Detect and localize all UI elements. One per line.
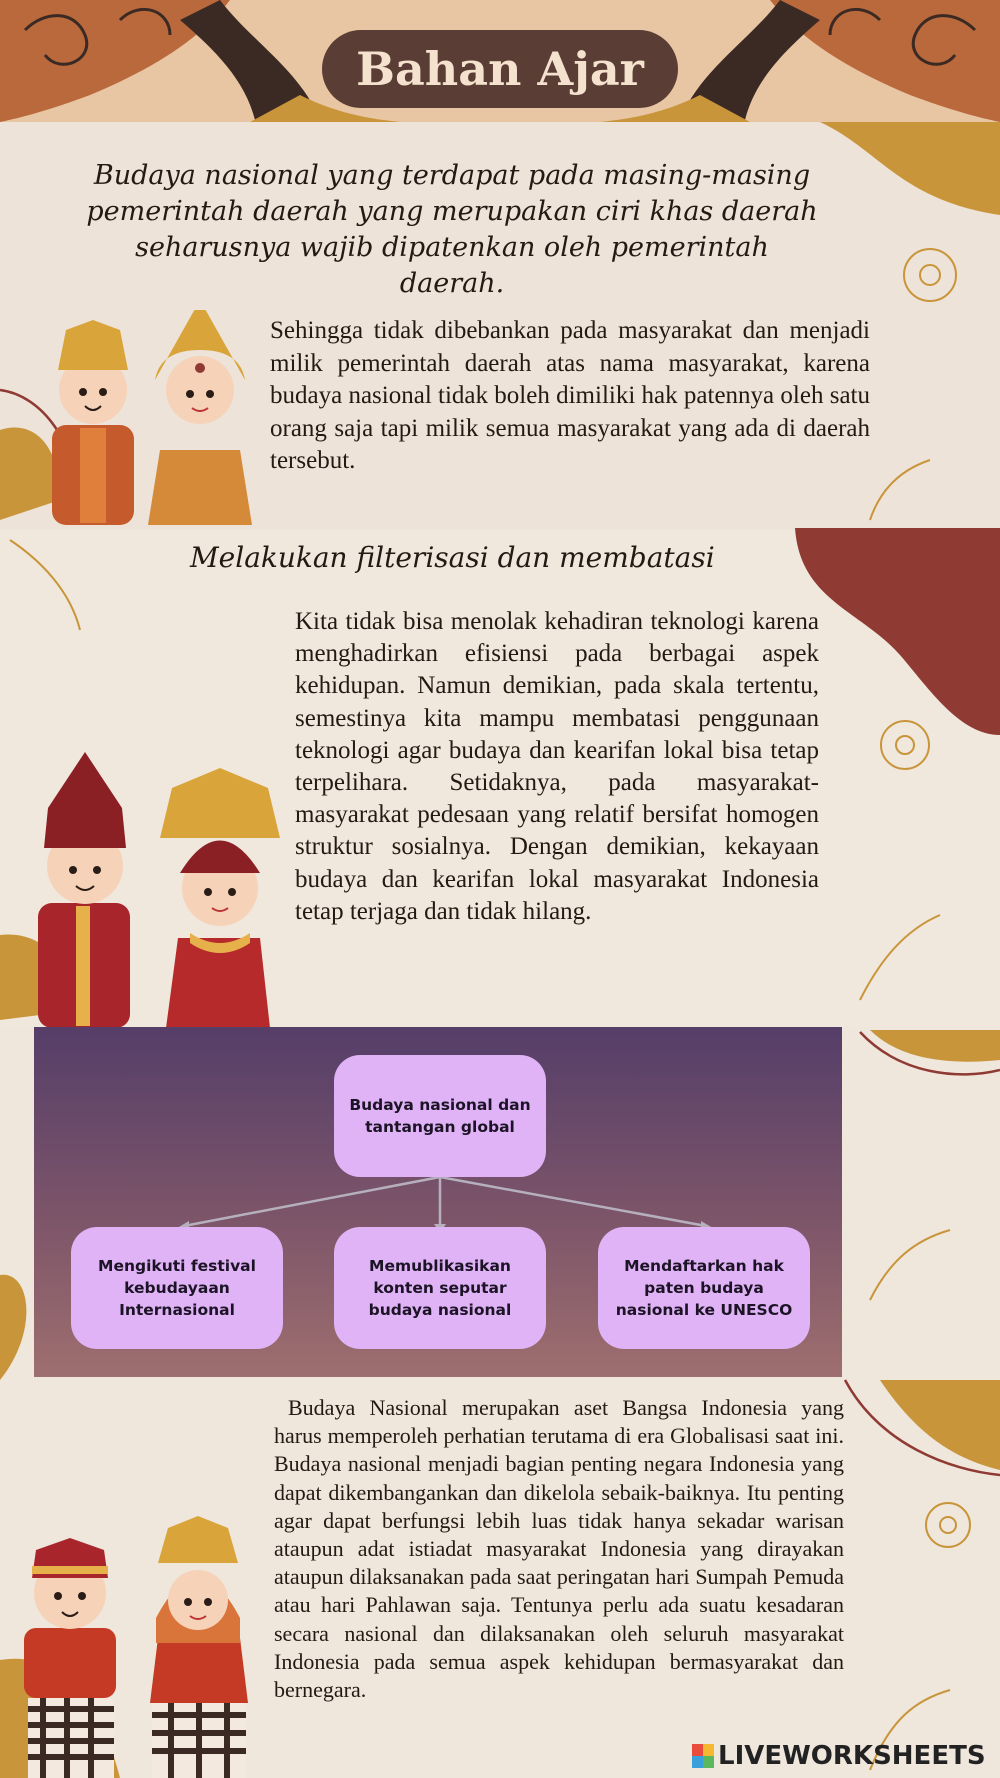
section3-paragraph: [274, 1394, 844, 1704]
diagram-child-node-2: Memublikasikan konten seputar budaya nasional: [334, 1227, 546, 1349]
couple-illustration-2: [30, 748, 290, 1028]
concept-diagram: [34, 1027, 842, 1377]
brand-name: LIVEWORKSHEETS: [718, 1741, 986, 1771]
intro-statement: Budaya nasional yang terdapat pada masing-masing pemerintah daerah yang merupakan ciri khas daerah seharusnya wajib dipatenkan oleh pemerintah daerah.: [86, 160, 818, 299]
page-title: Bahan Ajar: [322, 30, 678, 108]
diagram-child-node-3: Mendaftarkan hak paten budaya nasional ke UNESCO: [598, 1227, 810, 1349]
section2-paragraph: Kita tidak bisa menolak kehadiran teknologi karena menghadirkan efisiensi pada berbagai aspek kehidupan. Namun demikian, pada skala tertentu, semestinya kita mampu membatasi penggunaan teknologi agar budaya dan kearifan lokal bisa tetap terpelihara. Setidaknya, pada masyarakat-masyarakat pedesaan yang relatif bersifat homogen struktur sosialnya. Dengan demikian, kekayaan budaya dan kearifan lokal masyarakat Indonesia tetap terjaga dan tidak hilang.: [295, 608, 819, 925]
section1-paragraph: Sehingga tidak dibebankan pada masyarakat dan menjadi milik pemerintah daerah atas nama masyarakat, karena budaya nasional tidak boleh dimiliki hak patennya oleh satu orang saja tapi milik semua masyarakat yang ada di daerah tersebut.: [270, 317, 870, 474]
diagram-child-node-1: Mengikuti festival kebudayaan Internasional: [71, 1227, 283, 1349]
liveworksheets-logo-icon: [692, 1744, 714, 1768]
liveworksheets-brand[interactable]: [692, 1741, 992, 1771]
section2-heading: Melakukan filterisasi dan membatasi: [190, 541, 715, 574]
diagram-root-node: Budaya nasional dan tantangan global: [334, 1055, 546, 1177]
couple-illustration-3: [18, 1508, 268, 1778]
section3-text: Budaya Nasional merupakan aset Bangsa Indonesia yang harus memperoleh perhatian terutama di era Globalisasi saat ini. Budaya nasional menjadi bagian penting negara Indonesia yang dapat dikembangankan dan dikelola sebaik-baiknya. Itu penting agar dapat berfungsi lebih luas tidak hanya sekadar warisan ataupun adat istiadat masyarakat Indonesia yang dirayakan ataupun dilaksanakan pada saat peringatan hari Sumpah Pemuda atau hari Pahlawan saja. Tentunya perlu ada suatu kesadaran secara nasional dan dilaksanakan oleh seluruh masyarakat Indonesia pada semua aspek kehidupan bermasyarakat dan bernegara.: [274, 1395, 844, 1703]
couple-illustration-1: [40, 310, 270, 525]
